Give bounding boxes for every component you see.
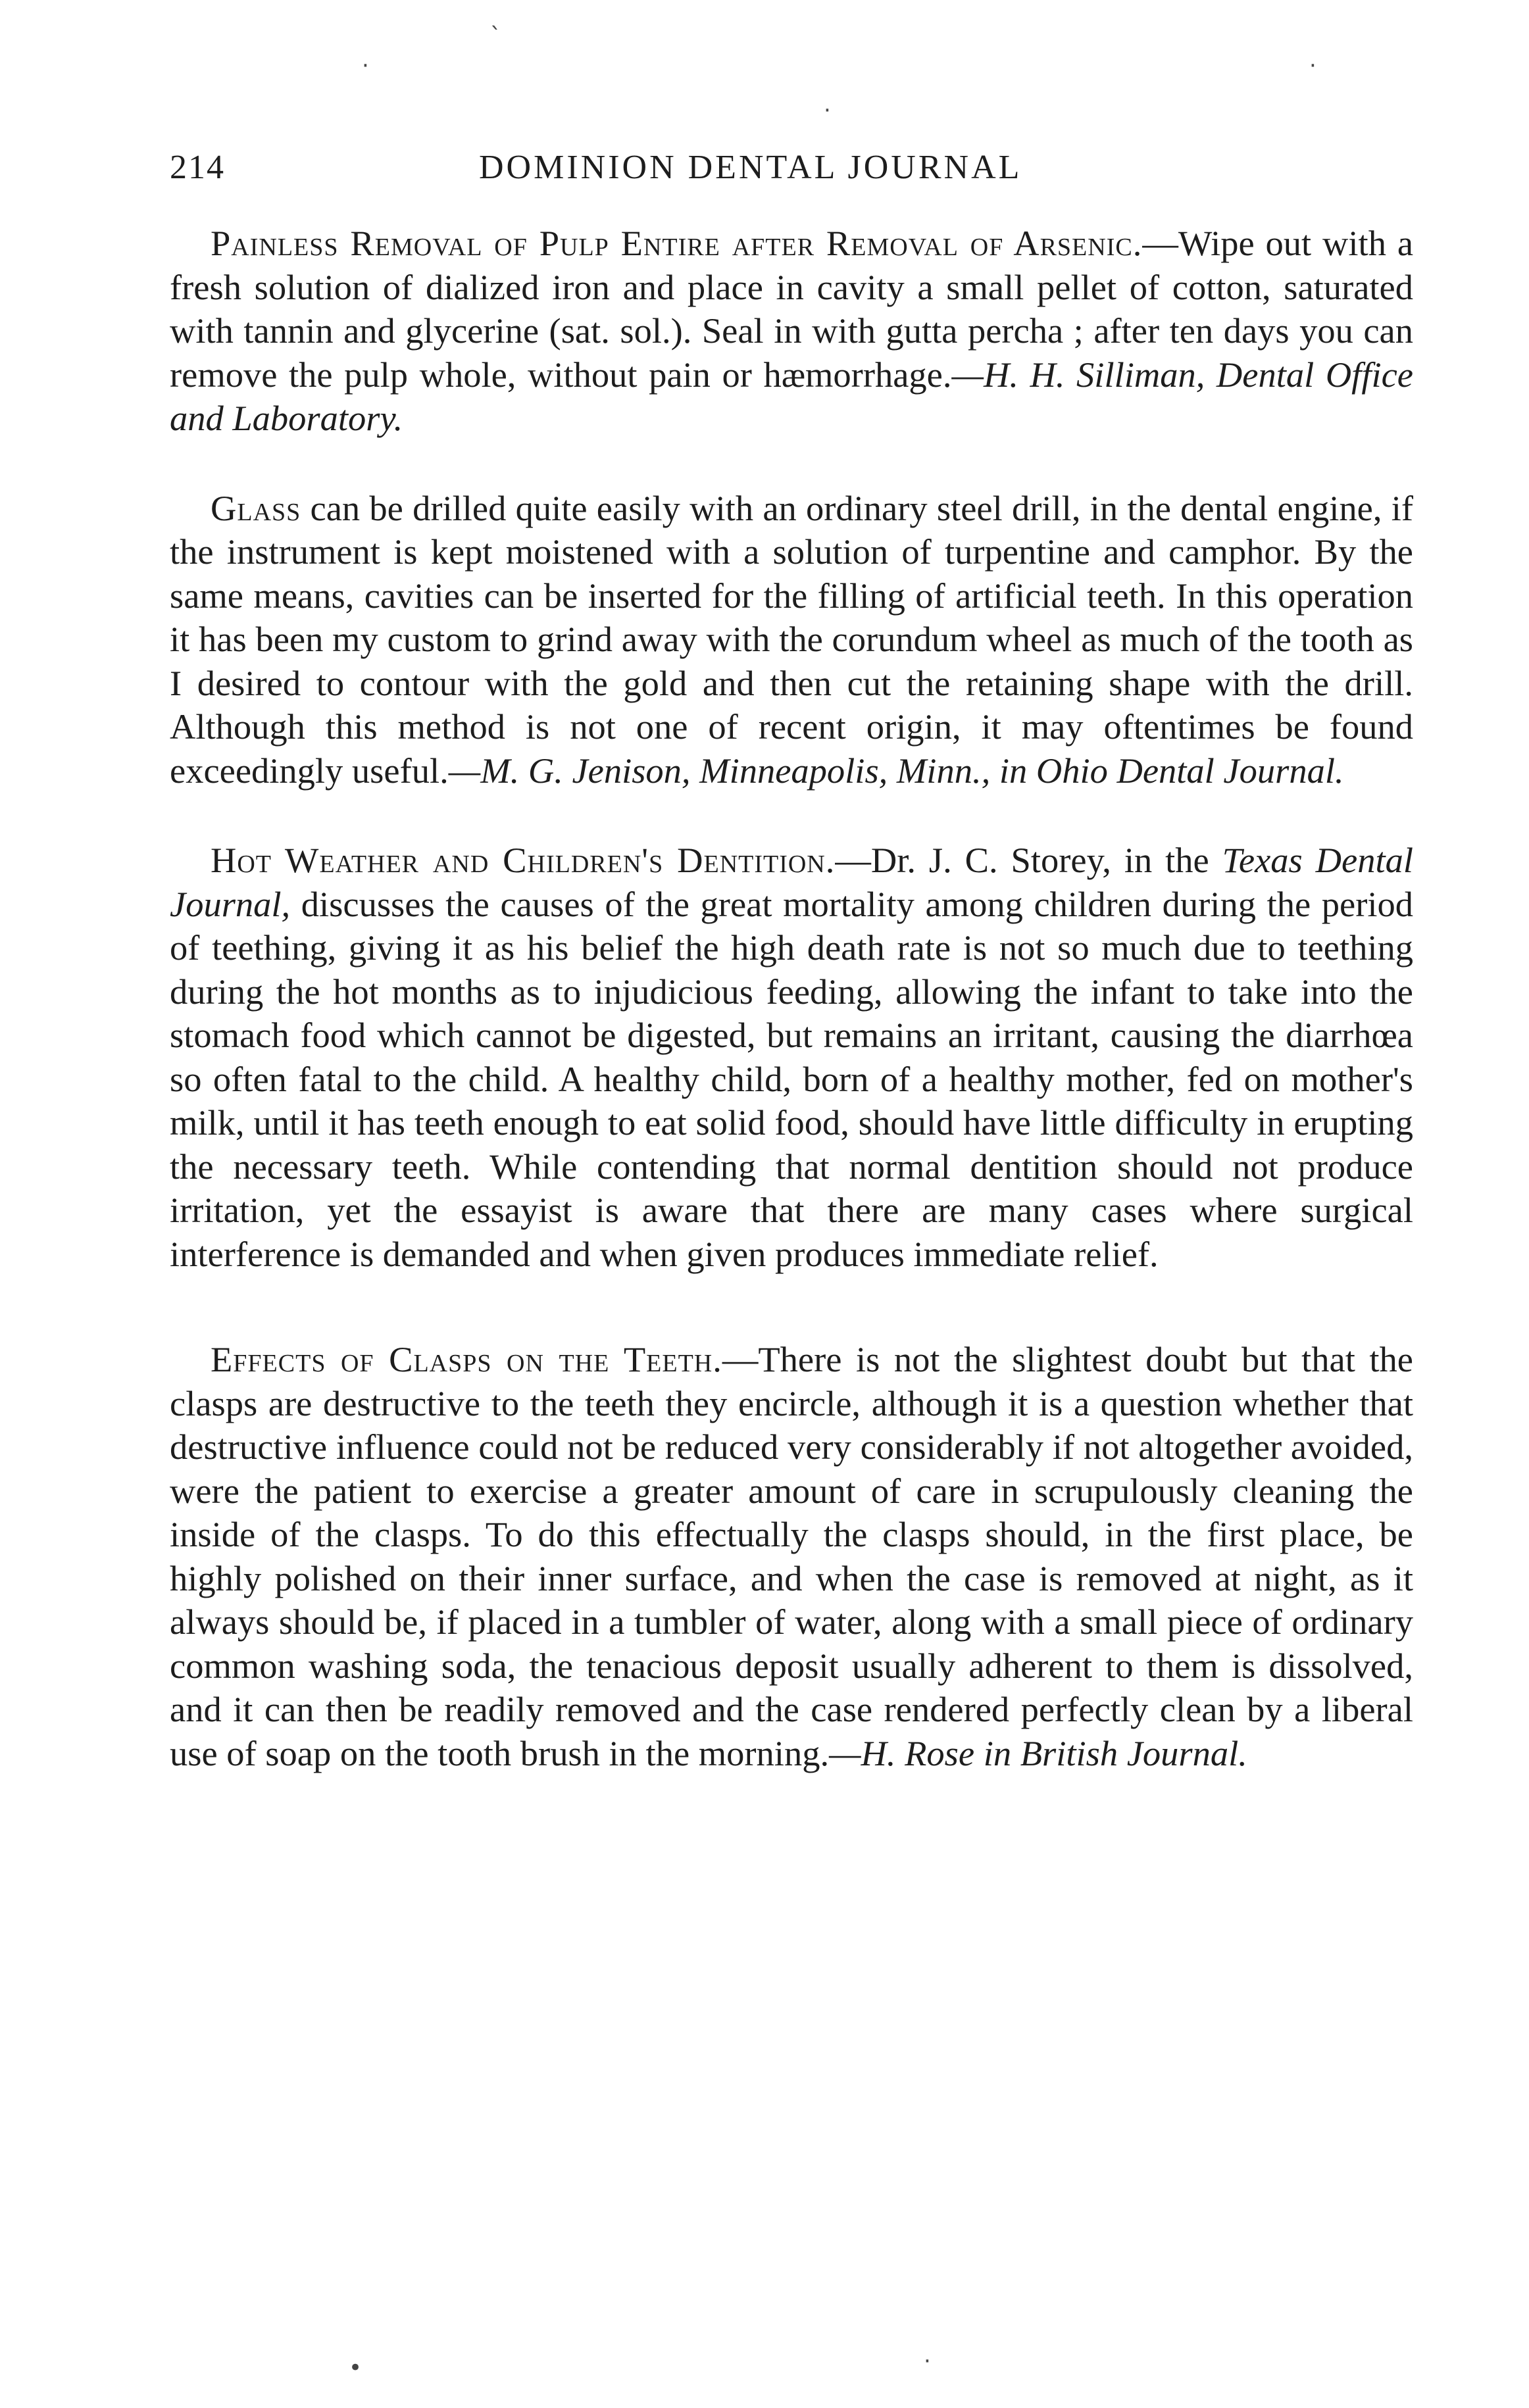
print-speck: • [349,2355,363,2381]
page-number: 214 [170,149,225,186]
article-clasps [170,1338,1413,1775]
article-body: discusses the causes of the great mortality among children during the period of teething, giving it as his belief the high death rate is not so much due to teething during the hot months as to injudicious feeding, allowing the infant to take into the stomach food which cannot be digested, but remains an irritant, causing the diarrhœa so often fatal to the child. A healthy child, born of a healthy mother, fed on mother's milk, until it has teeth enough to eat solid food, should have little difficulty in erupting the necessary teeth. While contending that normal dentition should not produce irritation, yet the essayist is aware that there are many cases where surgical interference is demanded and when given produces immediate relief. [170,883,1413,1274]
article-reference: —M. G. Jenison, Minneapolis, Minn., in Ohio Dental Journal. [448,750,1344,791]
article-hot-weather [170,839,1413,1276]
article-body-emphasis: Texas Dental Journal, [170,840,1413,924]
article-body: —Wipe out with a fresh solution of dialized iron and place in cavity a small pellet of cotton, saturated with tannin and glycerine (sat. sol.). Seal in with gutta percha ; after ten days you can remove the pulp whole, without pain or hæmorrhage. [170,223,1414,395]
article-heading: Painless Removal of Pulp Entire after Removal of Arsenic. [211,223,1143,263]
article-reference: —H. H. Silliman, Dental Office and Laboratory. [170,354,1413,438]
print-speck: · [1309,53,1316,79]
article-reference: —H. Rose in British Journal. [829,1732,1247,1773]
journal-title: DOMINION DENTAL JOURNAL [479,149,1022,186]
print-speck: · [362,53,369,79]
article-body: —There is not the slightest doubt but that the clasps are destructive to the teeth they encircle, although it is a question whether that destructive influence could not be reduced very considerably if not altogether avoided, were the patient to exercise a greater amount of care in scrupulously cleaning the inside of the clasps. To do this effectually the clasps should, in the first place, be highly polished on their inner surface, and when the case is removed at night, as it always should be, if placed in a tumbler of water, along with a small piece of ordinary common washing soda, the tenacious deposit usually adherent to them is dissolved, and it can then be readily removed and the case rendered perfectly clean by a liberal use of soap on the tooth brush in the morning. [170,1339,1413,1773]
running-head [170,141,1413,194]
article-heading: Effects of Clasps on the Teeth. [211,1339,722,1379]
print-speck: · [824,97,831,124]
article-body: can be drilled quite easily with an ordinary steel drill, in the dental engine, if the instrument is kept moistened with a solution of turpentine and camphor. By the same means, cavities can be inserted for the filling of artificial teeth. In this operation it has been my custom to grind away with the corundum wheel as much of the tooth as I desired to contour with the gold and then cut the retaining shape with the drill. Although this method is not one of recent origin, it may oftentimes be found exceedingly useful. [170,487,1413,791]
article-body-start: —Dr. J. C. Storey, in the [835,840,1222,880]
print-speck: ˋ [490,23,501,49]
journal-page [170,141,1413,1775]
article-heading: Hot Weather and Children's Dentition. [211,840,836,880]
article-painless-removal [170,222,1413,441]
print-speck: · [924,2348,931,2374]
article-heading: Glass [211,487,301,528]
article-glass [170,487,1413,793]
